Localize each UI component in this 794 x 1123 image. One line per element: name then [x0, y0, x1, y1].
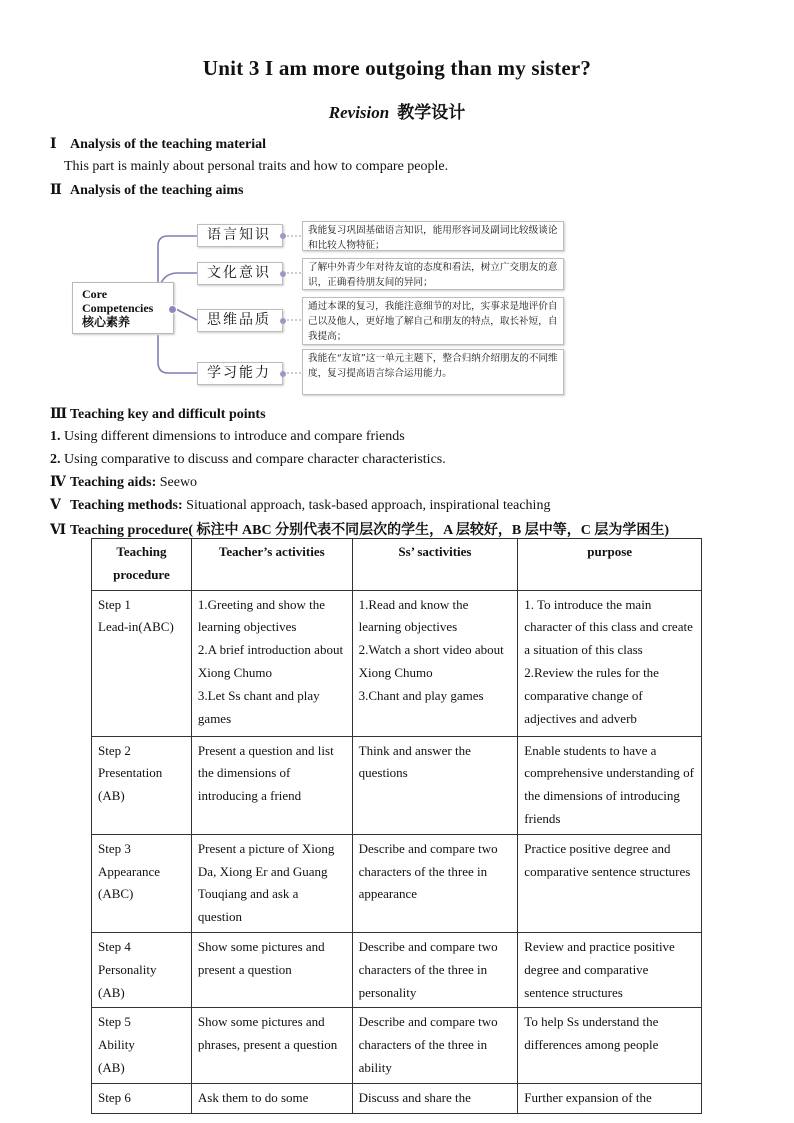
cell-step: Step 6 [92, 1083, 192, 1113]
subtitle-design: 教学设计 [397, 103, 466, 122]
core-line-1: Core [82, 287, 108, 301]
branch-label: 学习能力 [207, 365, 271, 381]
key-point-text: Using different dimensions to introduce and compare friends [64, 429, 405, 444]
cell-step: Step 3 Appearance (ABC) [92, 834, 192, 932]
branch-node-dot [280, 233, 286, 239]
document-title: Unit 3 I am more outgoing than my sister? [202, 56, 592, 80]
cell-step: Step 2 Presentation (AB) [92, 736, 192, 834]
subtitle-revision: Revision [328, 103, 390, 122]
branch-label: 文化意识 [207, 265, 271, 281]
core-competencies-box [72, 282, 174, 334]
table-row [92, 590, 702, 736]
cell-teacher: Show some pictures and present a question [191, 932, 352, 1007]
section-3-heading [50, 406, 266, 423]
core-line-3: 核心素养 [82, 315, 131, 329]
desc-cultural-awareness: 了解中外青少年对待友谊的态度和看法，树立广交朋友的意识，正确看待朋友间的异同； [302, 258, 564, 290]
section-5-title: Teaching methods: [70, 498, 183, 513]
key-point-2 [50, 452, 446, 468]
section-2-title: Analysis of the teaching aims [70, 183, 244, 198]
table-row [92, 834, 702, 932]
section-5-text: Situational approach, task-based approach, inspirational teaching [186, 498, 551, 513]
key-point-text: Using comparative to discuss and compare character characteristics. [64, 452, 446, 467]
branch-thinking-quality [197, 309, 283, 332]
section-4-text: Seewo [159, 475, 198, 490]
section-4-number: Ⅳ [50, 475, 66, 490]
cell-teacher: Show some pictures and phrases, present a question [191, 1008, 352, 1083]
cell-ss: Describe and compare two characters of the three in personality [352, 932, 518, 1007]
section-6-number: Ⅵ [50, 523, 67, 538]
header-purpose: purpose [518, 539, 702, 591]
section-1-text: This part is mainly about personal traits and how to compare people. [64, 159, 449, 174]
key-point-1 [50, 429, 405, 445]
header-teacher-activities: Teacher’s activities [191, 539, 352, 591]
core-line-2: Competencies [82, 301, 154, 315]
branch-language-knowledge [197, 224, 283, 247]
key-point-number: 2. [50, 452, 61, 467]
cell-purpose: To help Ss understand the differences among people [518, 1008, 702, 1083]
section-6-heading [50, 519, 669, 539]
branch-label: 思维品质 [207, 312, 271, 328]
desc-language-knowledge: 我能复习巩固基础语言知识，能用形容词及副词比较级谈论和比较人物特征； [302, 221, 564, 251]
section-1-title: Analysis of the teaching material [70, 137, 266, 152]
teaching-procedure-table [91, 538, 702, 1114]
section-4-title: Teaching aids: [70, 475, 157, 490]
desc-thinking-quality: 通过本课的复习，我能注意细节的对比，实事求是地评价自己以及他人，更好地了解自己和朋友的特点，取长补短，自我提高； [302, 297, 564, 345]
branch-label: 语言知识 [207, 227, 271, 243]
table-row [92, 932, 702, 1007]
cell-purpose: Practice positive degree and comparative sentence structures [518, 834, 702, 932]
section-3-title: Teaching key and difficult points [70, 407, 266, 422]
section-6-title: Teaching procedure( 标注中 ABC 分别代表不同层次的学生，A 层较好，B 层中等，C 层为学困生) [70, 523, 670, 538]
header-ss-activities: Ss’ sactivities [352, 539, 518, 591]
section-2-number: Ⅱ [50, 183, 62, 198]
cell-teacher: Present a question and list the dimensions of introducing a friend [191, 736, 352, 834]
branch-node-dot [280, 271, 286, 277]
cell-ss: Think and answer the questions [352, 736, 518, 834]
cell-teacher: Present a picture of Xiong Da, Xiong Er and Guang Touqiang and ask a question [191, 834, 352, 932]
table-row [92, 1083, 702, 1113]
cell-step: Step 5 Ability (AB) [92, 1008, 192, 1083]
section-4-heading [50, 474, 197, 491]
section-3-number: Ⅲ [50, 407, 68, 422]
section-5-number: Ⅴ [50, 498, 61, 513]
cell-purpose: 1. To introduce the main character of this class and create a situation of this class 2.Review the rules for the comparative change of adjectives and adverb [518, 590, 702, 736]
table-header-row [92, 539, 702, 591]
table-row [92, 736, 702, 834]
cell-ss: Describe and compare two characters of the three in appearance [352, 834, 518, 932]
desc-learning-ability: 我能在“友谊”这一单元主题下，整合归纳介绍朋友的不同维度，复习提高语言综合运用能力。 [302, 349, 564, 395]
cell-teacher: Ask them to do some [191, 1083, 352, 1113]
core-node-dot [168, 305, 177, 314]
cell-ss: 1.Read and know the learning objectives 2.Watch a short video about Xiong Chumo 3.Chant and play games [352, 590, 518, 736]
branch-learning-ability [197, 362, 283, 385]
cell-ss: Describe and compare two characters of the three in ability [352, 1008, 518, 1083]
header-procedure: Teaching procedure [92, 539, 192, 591]
table-row [92, 1008, 702, 1083]
cell-purpose: Enable students to have a comprehensive understanding of the dimensions of introducing friends [518, 736, 702, 834]
key-point-number: 1. [50, 429, 61, 444]
branch-cultural-awareness [197, 262, 283, 285]
cell-step: Step 4 Personality (AB) [92, 932, 192, 1007]
branch-node-dot [280, 371, 286, 377]
cell-ss: Discuss and share the [352, 1083, 518, 1113]
cell-purpose: Further expansion of the [518, 1083, 702, 1113]
section-5-heading [50, 497, 550, 514]
cell-purpose: Review and practice positive degree and comparative sentence structures [518, 932, 702, 1007]
branch-node-dot [280, 318, 286, 324]
cell-step: Step 1 Lead-in(ABC) [92, 590, 192, 736]
section-1-number: Ⅰ [50, 137, 57, 152]
cell-teacher: 1.Greeting and show the learning objectives 2.A brief introduction about Xiong Chumo 3.Let Ss chant and play games [191, 590, 352, 736]
